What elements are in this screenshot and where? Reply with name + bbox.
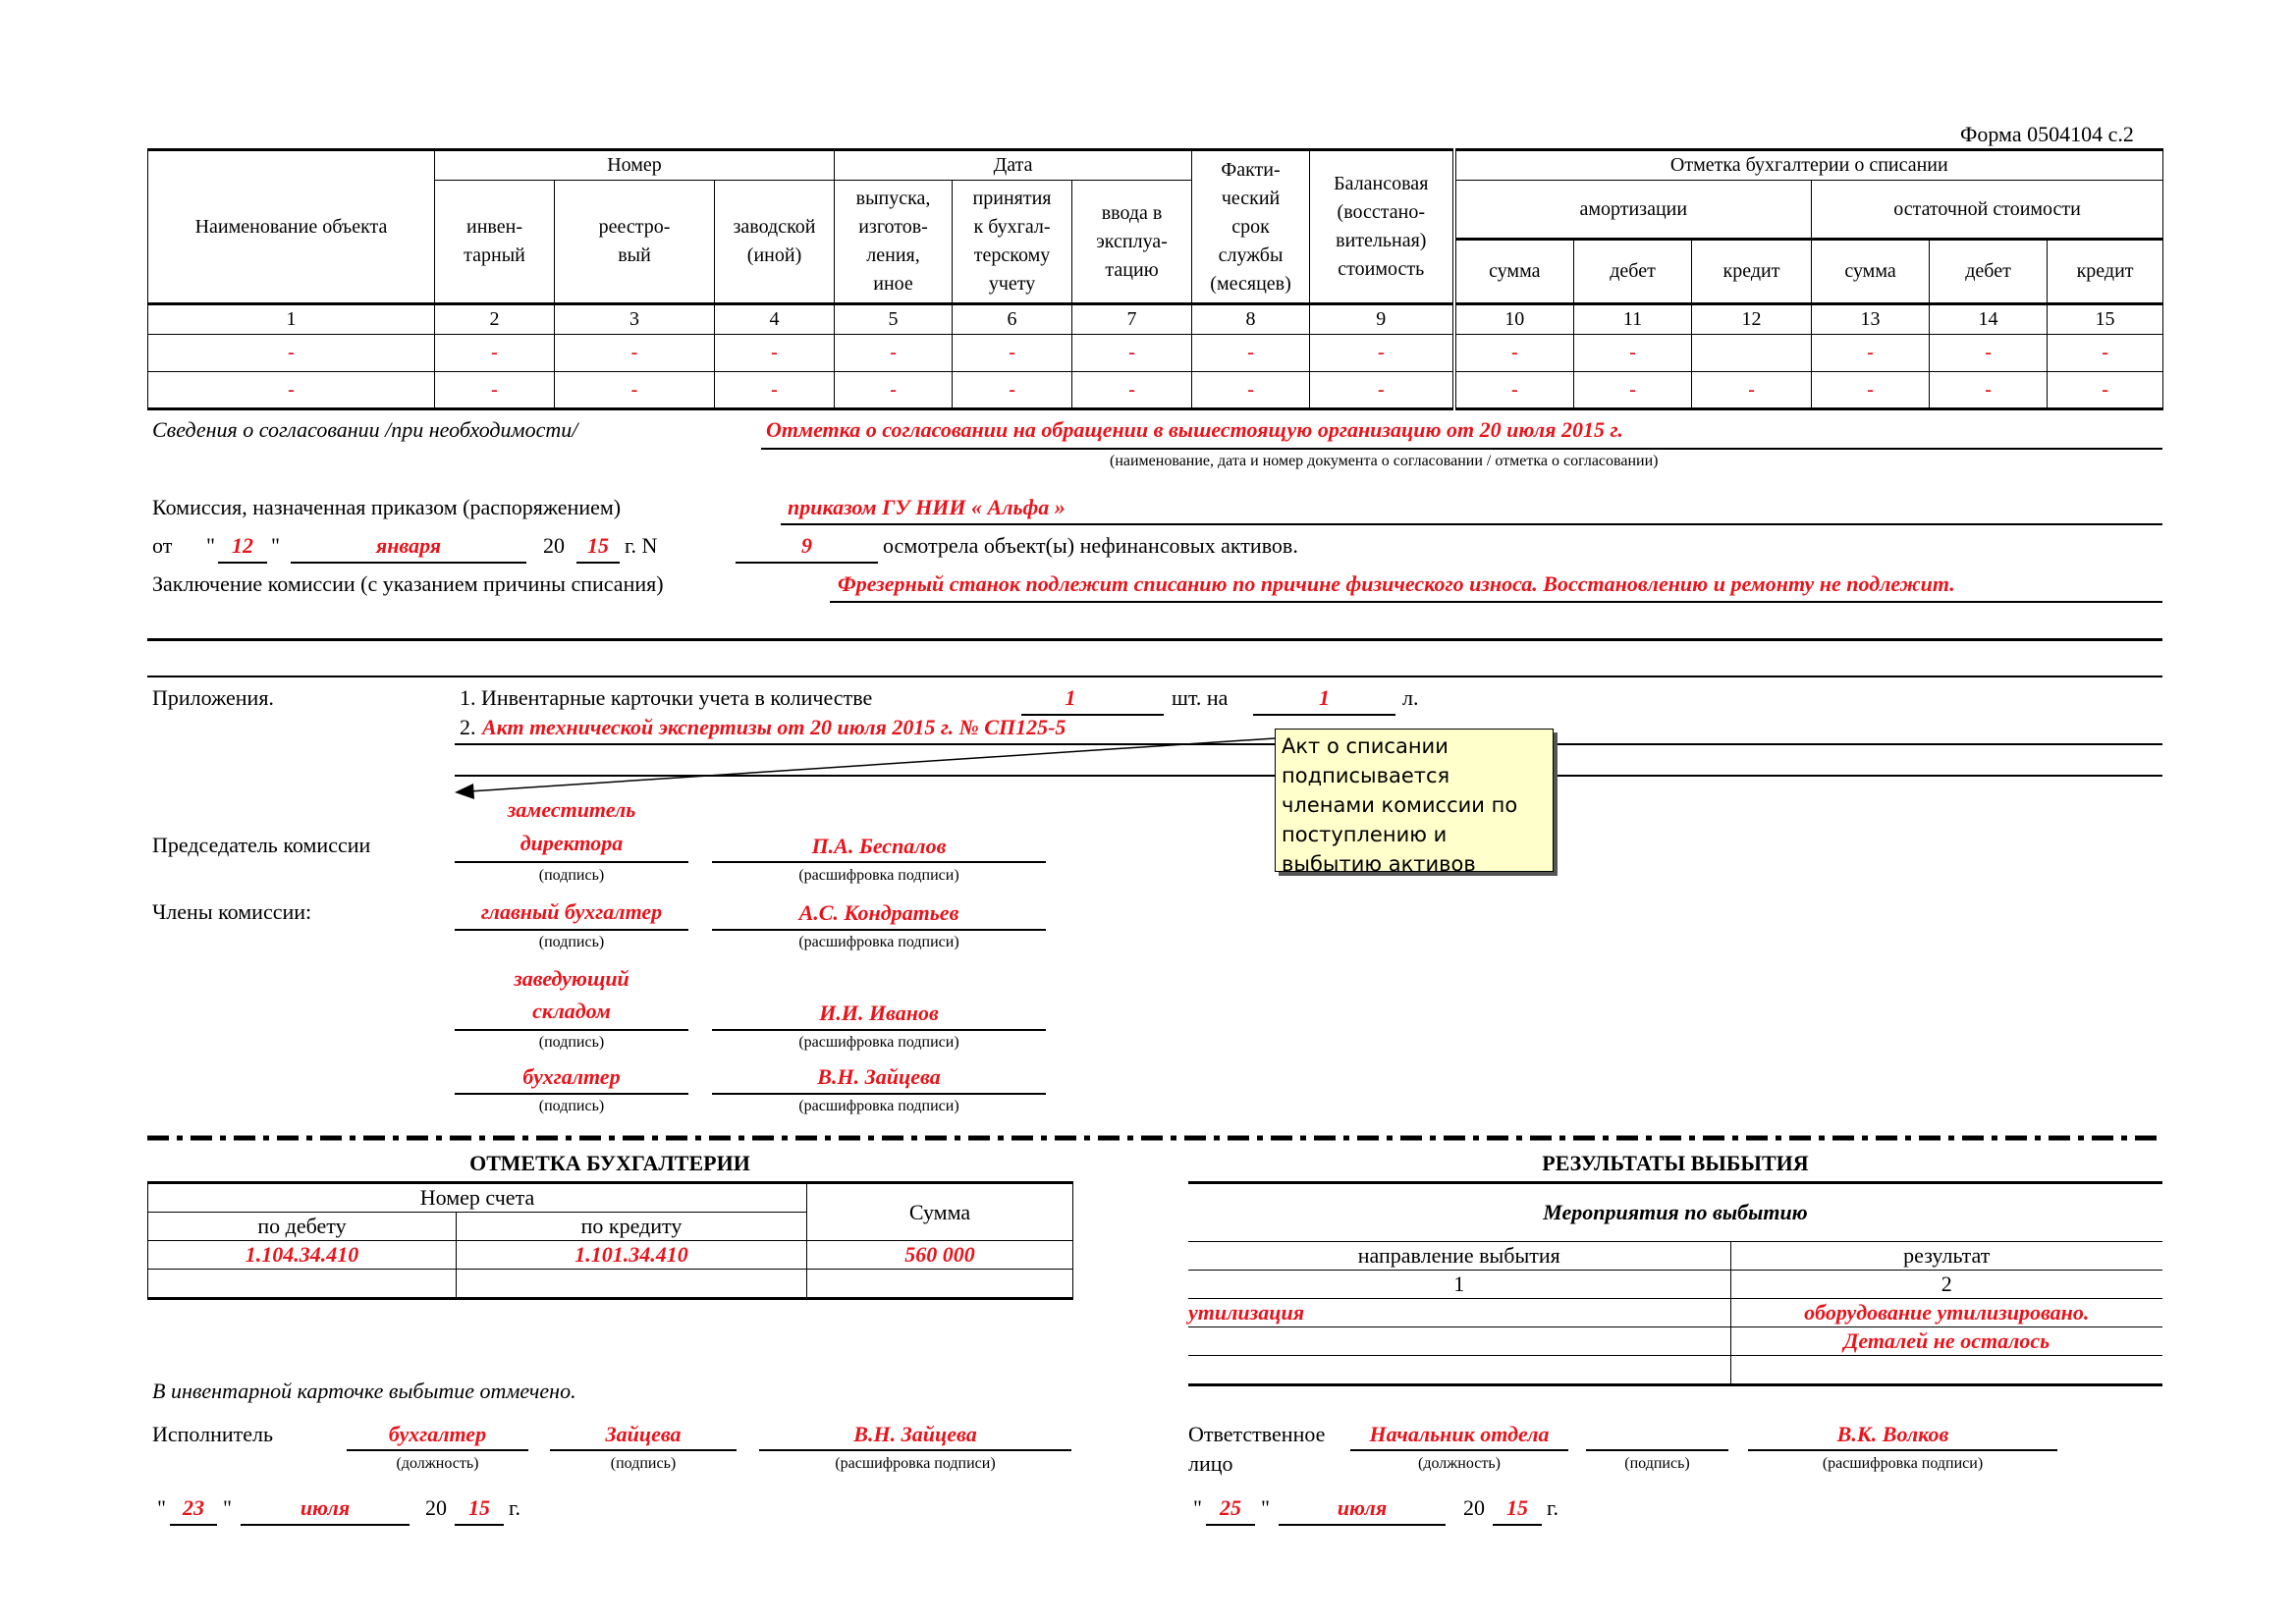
accounting-year: 15 — [468, 1495, 490, 1520]
by-credit-header: по кредиту — [457, 1213, 807, 1241]
debit-value: 1.104.34.410 — [148, 1241, 457, 1270]
empty-cell — [148, 1270, 457, 1299]
commission-order: приказом ГУ НИИ « Альфа » — [788, 495, 1066, 519]
col-num: 11 — [1574, 304, 1692, 335]
member2-decode-caption: (расшифровка подписи) — [798, 1034, 959, 1051]
responsible-position-caption: (должность) — [1418, 1455, 1501, 1472]
results-year: 15 — [1506, 1495, 1528, 1520]
header-inventory: инвен- тарный — [435, 181, 555, 304]
member1-name: А.С. Кондратьев — [798, 900, 959, 925]
table-cell: - — [1310, 335, 1454, 372]
member1-position: главный бухгалтер — [480, 899, 663, 924]
member3-decode-caption: (расшифровка подписи) — [798, 1098, 959, 1114]
responsible-label-1: Ответственное — [1188, 1422, 1326, 1446]
conclusion-label: Заключение комиссии (с указанием причины списания) — [152, 571, 664, 596]
attachment-1-unit: шт. на — [1172, 685, 1229, 710]
card-note: В инвентарной карточке выбытие отмечено. — [152, 1379, 576, 1403]
chairman-position: заместитель директора — [507, 797, 636, 855]
commission-year-prefix: 20 — [543, 533, 565, 558]
table-cell: - — [1930, 335, 2048, 372]
approval-caption: (наименование, дата и номер документа о согласовании / отметка о согласовании) — [1110, 453, 1659, 469]
executor-label: Исполнитель — [152, 1422, 274, 1446]
results-subtitle: Мероприятия по выбытию — [1188, 1183, 2162, 1242]
header-amort-debit: дебет — [1574, 240, 1692, 304]
result-value-2: Деталей не осталось — [1730, 1327, 2162, 1356]
attachments-label: Приложения. — [152, 685, 274, 710]
table-cell: - — [1574, 372, 1692, 409]
chairman-name: П.А. Беспалов — [811, 834, 947, 858]
results-year-suffix: г. — [1547, 1495, 1559, 1520]
table-cell: - — [953, 372, 1072, 409]
empty-cell — [457, 1270, 807, 1299]
table-cell: - — [1310, 372, 1454, 409]
results-month: июля — [1337, 1495, 1388, 1520]
member1-sign-caption: (подпись) — [538, 934, 605, 950]
chairman-decode-caption: (расшифровка подписи) — [798, 867, 959, 884]
member3-position: бухгалтер — [522, 1064, 621, 1089]
sum-value: 560 000 — [807, 1241, 1073, 1270]
commission-label: Комиссия, назначенная приказом (распоряжением) — [152, 495, 622, 519]
commission-day: 12 — [232, 533, 253, 558]
header-commissioned-date: ввода в эксплуа- тацию — [1072, 181, 1192, 304]
responsible-decode-caption: (расшифровка подписи) — [1822, 1455, 1984, 1472]
accounting-month: июля — [300, 1495, 351, 1520]
header-accepted-date: принятия к бухгал- терскому учету — [953, 181, 1072, 304]
header-resid-sum: сумма — [1812, 240, 1930, 304]
attachment-2-value: Акт технической экспертизы от 20 июля 2015 г. № СП125-5 — [482, 715, 1066, 739]
accounting-day: 23 — [183, 1495, 204, 1520]
header-amort-credit: кредит — [1692, 240, 1812, 304]
results-day: 25 — [1220, 1495, 1241, 1520]
accounting-year-suffix: г. — [509, 1495, 521, 1520]
header-resid-credit: кредит — [2048, 240, 2163, 304]
header-number-group: Номер — [435, 150, 835, 181]
commission-month: января — [375, 533, 442, 558]
attachment-1-text: 1. Инвентарные карточки учета в количестве — [460, 685, 873, 710]
table-cell: - — [1072, 372, 1192, 409]
conclusion-value: Фрезерный станок подлежит списанию по причине физического износа. Восстановлению и ремонту не подлежит. — [838, 571, 1955, 596]
table-cell: - — [715, 372, 835, 409]
header-residual: остаточной стоимости — [1812, 181, 2163, 240]
col-num: 1 — [148, 304, 435, 335]
header-name: Наименование объекта — [148, 150, 435, 304]
col-num: 10 — [1454, 304, 1574, 335]
member2-sign-caption: (подпись) — [538, 1034, 605, 1051]
table-cell: - — [1192, 372, 1310, 409]
cut-line — [147, 1135, 2162, 1141]
table-cell: - — [835, 335, 953, 372]
header-registry: реестро- вый — [555, 181, 715, 304]
accounting-title: ОТМЕТКА БУХГАЛТЕРИИ — [469, 1151, 750, 1175]
responsible-position: Начальник отдела — [1369, 1422, 1550, 1446]
table-cell: - — [2048, 335, 2163, 372]
table-cell: - — [435, 372, 555, 409]
executor-position-caption: (должность) — [396, 1455, 479, 1472]
results-year-prefix: 20 — [1463, 1495, 1485, 1520]
member3-sign-caption: (подпись) — [538, 1098, 605, 1114]
empty-cell — [1730, 1356, 2162, 1385]
col-num: 7 — [1072, 304, 1192, 335]
members-label: Члены комиссии: — [152, 899, 312, 924]
note-comment: Акт о списании подписывается членами комиссии по поступлению и выбытию активов — [1275, 729, 1554, 872]
form-code: Форма 0504104 с.2 — [1960, 122, 2134, 146]
approval-value: Отметка о согласовании на обращении в вышестоящую организацию от 20 июля 2015 г. — [766, 417, 1623, 442]
member2-name: И.И. Иванов — [819, 1001, 939, 1025]
direction-value: утилизация — [1188, 1299, 1730, 1327]
col-num: 6 — [953, 304, 1072, 335]
col-num: 9 — [1310, 304, 1454, 335]
executor-sign: Зайцева — [605, 1422, 682, 1446]
empty-cell — [1188, 1356, 1730, 1385]
col-num: 15 — [2048, 304, 2163, 335]
col-num: 8 — [1192, 304, 1310, 335]
chairman-label: Председатель комиссии — [152, 833, 371, 857]
table-cell: - — [555, 335, 715, 372]
member2-position: заведующий складом — [514, 966, 629, 1023]
by-debit-header: по дебету — [148, 1213, 457, 1241]
table-cell: - — [1454, 335, 1574, 372]
table-cell: - — [2048, 372, 2163, 409]
table-cell: - — [835, 372, 953, 409]
header-service-life: Факти- ческий срок службы (месяцев) — [1192, 150, 1310, 304]
approval-label: Сведения о согласовании /при необходимости/ — [152, 417, 578, 442]
header-resid-debit: дебет — [1930, 240, 2048, 304]
col-num: 13 — [1812, 304, 1930, 335]
empty-cell — [807, 1270, 1073, 1299]
commission-order-number: 9 — [801, 533, 812, 558]
header-amort-sum: сумма — [1454, 240, 1574, 304]
table-cell: - — [435, 335, 555, 372]
responsible-label-2: лицо — [1188, 1451, 1233, 1476]
executor-position: бухгалтер — [388, 1422, 487, 1446]
responsible-sign-caption: (подпись) — [1624, 1455, 1690, 1472]
table-cell: - — [953, 335, 1072, 372]
header-factory: заводской (иной) — [715, 181, 835, 304]
table-cell: - — [1812, 335, 1930, 372]
header-issue-date: выпуска, изготов- ления, иное — [835, 181, 953, 304]
header-balance-value: Балансовая (восстано- вительная) стоимость — [1310, 150, 1454, 304]
table-cell: - — [1812, 372, 1930, 409]
empty-cell — [1188, 1327, 1730, 1356]
table-cell: - — [1692, 372, 1812, 409]
result-value-1: оборудование утилизировано. — [1730, 1299, 2162, 1327]
responsible-name: В.К. Волков — [1836, 1422, 1949, 1446]
col-num: 2 — [435, 304, 555, 335]
commission-inspected-text: осмотрела объект(ы) нефинансовых активов. — [883, 533, 1298, 558]
table-cell: - — [555, 372, 715, 409]
direction-header: направление выбытия — [1188, 1242, 1730, 1271]
executor-name: В.Н. Зайцева — [853, 1422, 977, 1446]
header-amortization: амортизации — [1454, 181, 1812, 240]
accounting-year-prefix: 20 — [425, 1495, 447, 1520]
attachment-1-count: 1 — [1065, 685, 1076, 710]
executor-sign-caption: (подпись) — [610, 1455, 677, 1472]
account-number-header: Номер счета — [148, 1183, 807, 1213]
member1-decode-caption: (расшифровка подписи) — [798, 934, 959, 950]
attachment-2-prefix: 2. — [460, 715, 476, 739]
table-cell: - — [148, 335, 435, 372]
header-date-group: Дата — [835, 150, 1192, 181]
table-cell: - — [1072, 335, 1192, 372]
member3-name: В.Н. Зайцева — [817, 1064, 941, 1089]
commission-year: 15 — [587, 533, 609, 558]
sum-header: Сумма — [807, 1183, 1073, 1241]
table-cell: - — [1574, 335, 1692, 372]
col-num: 4 — [715, 304, 835, 335]
table-cell: - — [148, 372, 435, 409]
col-1-number: 1 — [1188, 1271, 1730, 1299]
commission-from-label: от — [152, 533, 173, 558]
table-cell: - — [1454, 372, 1574, 409]
results-title: РЕЗУЛЬТАТЫ ВЫБЫТИЯ — [1542, 1151, 1809, 1175]
table-cell: - — [1192, 335, 1310, 372]
table-cell: - — [715, 335, 835, 372]
col-num: 12 — [1692, 304, 1812, 335]
result-header: результат — [1730, 1242, 2162, 1271]
col-num: 5 — [835, 304, 953, 335]
executor-decode-caption: (расшифровка подписи) — [835, 1455, 996, 1472]
col-num: 14 — [1930, 304, 2048, 335]
header-writeoff-group: Отметка бухгалтерии о списании — [1454, 150, 2163, 181]
attachment-1-sheets-unit: л. — [1402, 685, 1419, 710]
credit-value: 1.101.34.410 — [457, 1241, 807, 1270]
col-2-number: 2 — [1730, 1271, 2162, 1299]
col-num: 3 — [555, 304, 715, 335]
table-cell: - — [1930, 372, 2048, 409]
results-table — [1188, 1181, 2162, 1386]
commission-year-suffix: г. N — [625, 533, 658, 558]
accounting-table — [147, 1181, 1073, 1300]
attachment-1-sheets: 1 — [1319, 685, 1330, 710]
chairman-sign-caption: (подпись) — [538, 867, 605, 884]
